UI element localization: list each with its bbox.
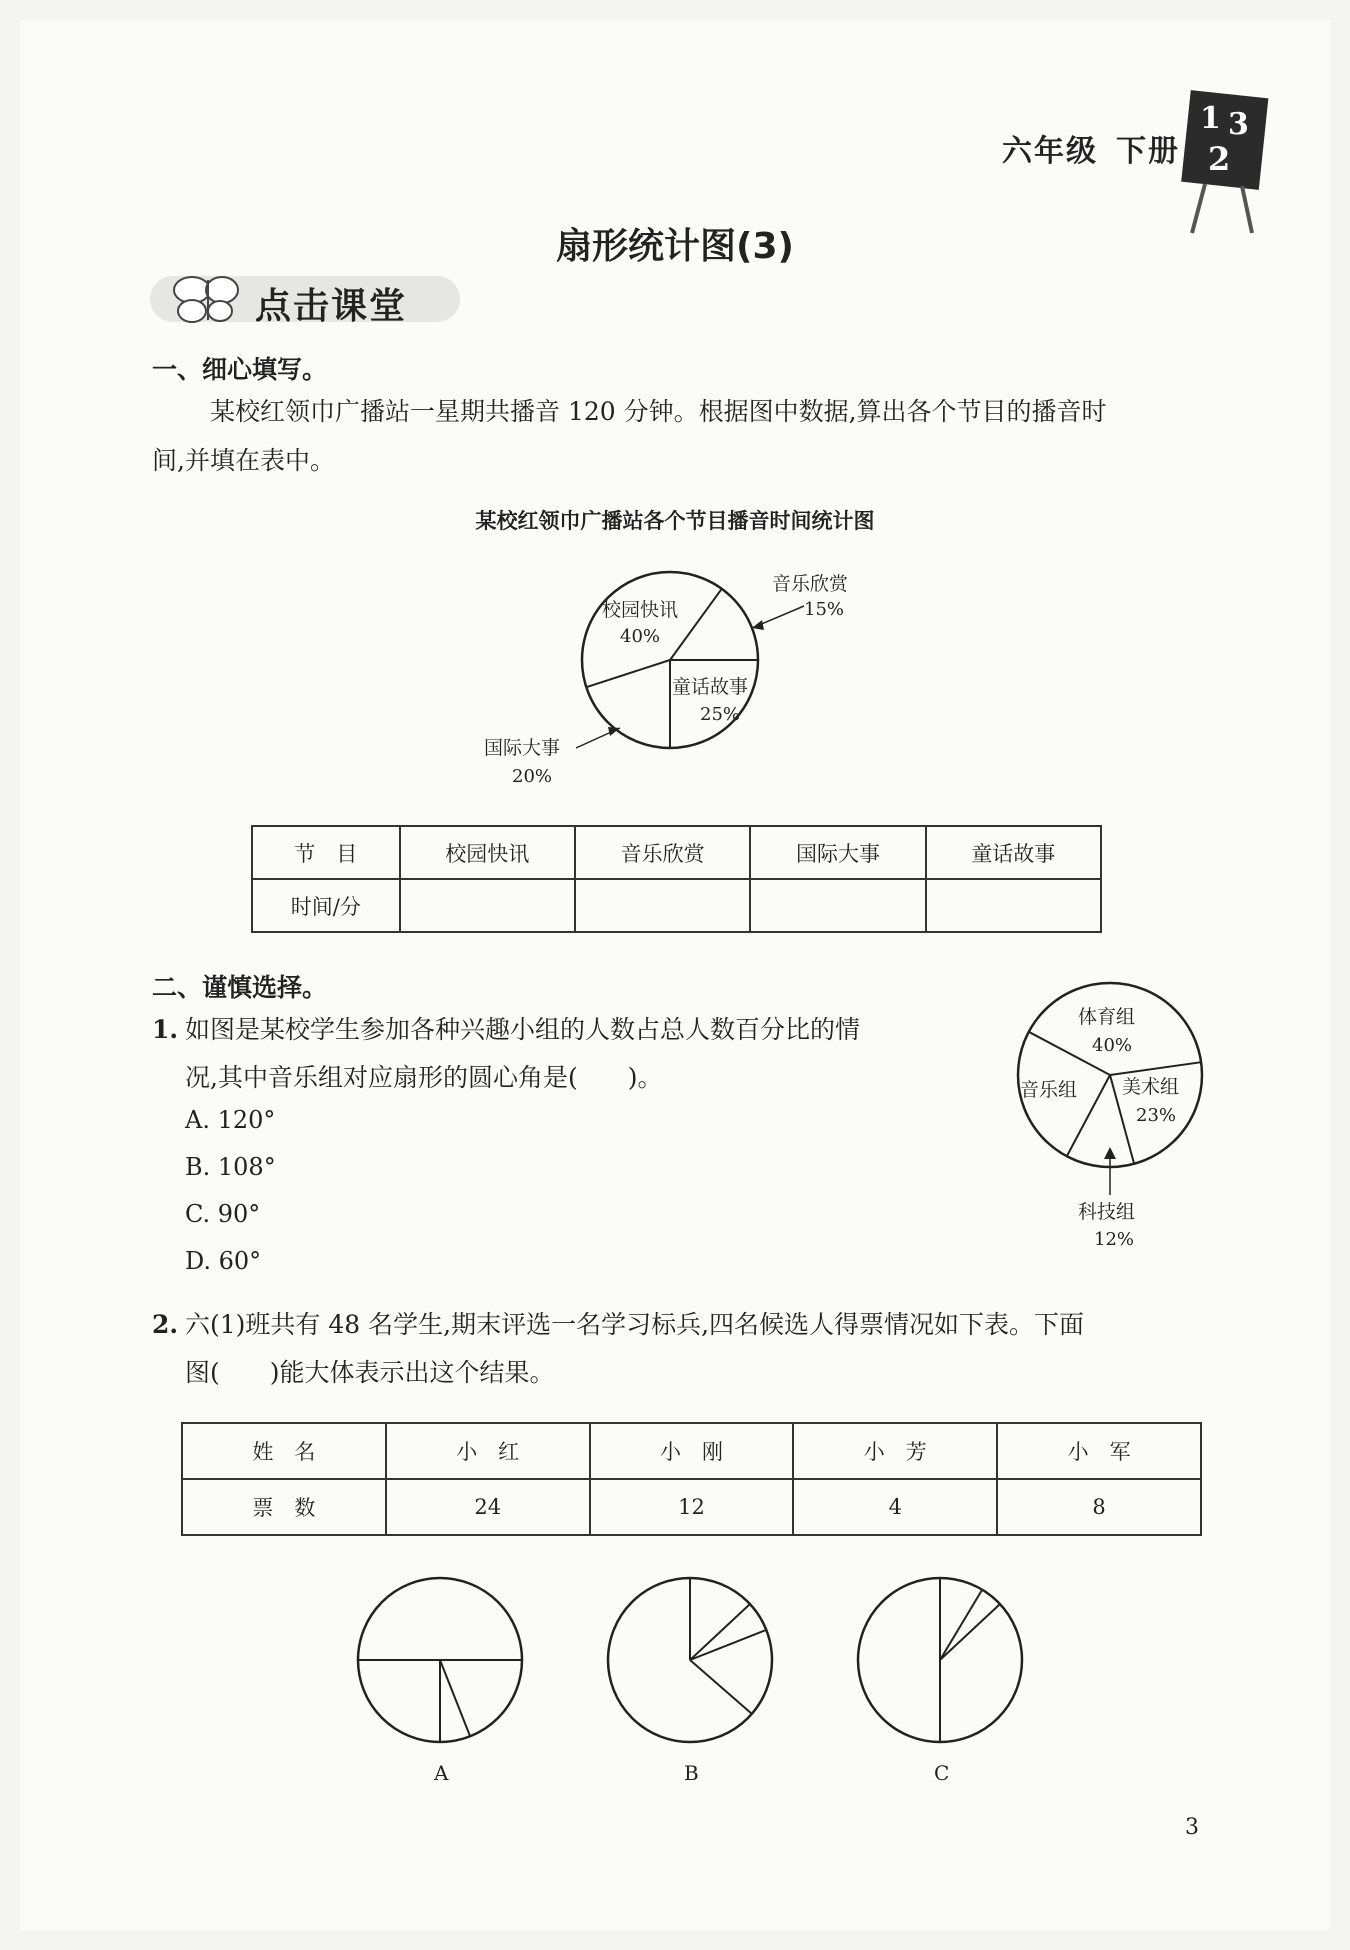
slice-value-stories: 25% — [700, 704, 741, 725]
music-arrow — [752, 620, 764, 630]
table-row — [182, 1479, 1201, 1535]
badge-digit-1: 1 — [1200, 101, 1221, 136]
badge-digit-2: 2 — [1208, 140, 1231, 178]
slice-label-sports: 体育组 — [1078, 1006, 1136, 1028]
volume-text: 下册 — [1116, 134, 1180, 169]
slice-value-art: 23% — [1136, 1105, 1177, 1126]
pie-slice-boundary — [1110, 1062, 1201, 1075]
part1-text-line1: 某校红领巾广播站一星期共播音 120 分钟。根据图中数据,算出各个节目的播音时 — [210, 397, 1107, 426]
answer-cell[interactable] — [575, 879, 750, 932]
slice-value-news: 40% — [620, 626, 661, 647]
answer-cell[interactable] — [750, 879, 925, 932]
table-row-label: 票 数 — [182, 1479, 386, 1535]
page-title: 扇形统计图(3) — [556, 226, 794, 267]
slice-label-music-group: 音乐组 — [1020, 1079, 1078, 1101]
answer-cell[interactable] — [400, 879, 575, 932]
pie-slice-boundary — [586, 660, 670, 687]
option-pie-c[interactable] — [850, 1575, 1030, 1785]
table-header-cell: 童话故事 — [926, 826, 1101, 879]
slice-label-news: 校园快讯 — [602, 599, 679, 621]
page-number: 3 — [1185, 1815, 1199, 1840]
blackboard-icon — [1180, 88, 1270, 238]
q1-text-line2: 况,其中音乐组对应扇形的圆心角是( )。 — [185, 1063, 663, 1092]
option-pie-a-label: A — [434, 1761, 449, 1785]
tech-arrow — [1104, 1147, 1116, 1159]
table-row — [252, 879, 1101, 932]
broadcast-pie-chart — [470, 560, 900, 810]
table-header-cell: 小 刚 — [590, 1423, 794, 1479]
table-header-cell: 音乐欣赏 — [575, 826, 750, 879]
part1-heading: 一、细心填写。 — [152, 355, 328, 384]
grade-label — [1002, 126, 1198, 170]
table-header-cell: 校园快讯 — [400, 826, 575, 879]
table-cell: 12 — [590, 1479, 794, 1535]
chart-title: 某校红领巾广播站各个节目播音时间统计图 — [475, 509, 875, 533]
slice-value-world: 20% — [512, 766, 553, 787]
table-row-label: 时间/分 — [252, 879, 400, 932]
q1-number: 1. — [152, 1015, 179, 1044]
slice-label-world: 国际大事 — [484, 737, 561, 759]
interest-group-pie-chart — [1000, 975, 1220, 1255]
q2-text-line2: 图( )能大体表示出这个结果。 — [185, 1358, 555, 1387]
table-cell: 24 — [386, 1479, 590, 1535]
option-pie-c-label: C — [934, 1761, 950, 1785]
table-header-cell: 小 红 — [386, 1423, 590, 1479]
slice-label-stories: 童话故事 — [672, 676, 749, 698]
option-pie-a[interactable] — [350, 1575, 530, 1785]
q2-text-line1: 六(1)班共有 48 名学生,期末评选一名学习标兵,四名候选人得票情况如下表。下面 — [185, 1310, 1085, 1339]
slice-value-music: 15% — [804, 599, 845, 620]
q1-option-d[interactable]: D. 60° — [185, 1247, 262, 1275]
table-header-cell: 小 芳 — [793, 1423, 997, 1479]
section-banner-label: 点击课堂 — [255, 286, 408, 327]
grade-text: 六年级 — [1002, 134, 1098, 169]
table-cell: 4 — [793, 1479, 997, 1535]
part1-table — [251, 825, 1102, 933]
slice-label-art: 美术组 — [1122, 1076, 1180, 1098]
badge-digit-3: 3 — [1228, 107, 1249, 142]
table-row — [252, 826, 1101, 879]
slice-label-music: 音乐欣赏 — [772, 573, 849, 595]
option-pie-b-label: B — [684, 1761, 699, 1785]
table-header-cell: 节 目 — [252, 826, 400, 879]
table-row — [182, 1423, 1201, 1479]
q1-option-b[interactable]: B. 108° — [185, 1153, 276, 1181]
q1-option-c[interactable]: C. 90° — [185, 1200, 261, 1228]
q1-text-line1: 如图是某校学生参加各种兴趣小组的人数占总人数百分比的情 — [185, 1015, 861, 1044]
slice-value-tech: 12% — [1094, 1229, 1135, 1250]
table-header-cell: 国际大事 — [750, 826, 925, 879]
table-cell: 8 — [997, 1479, 1201, 1535]
q2-number: 2. — [152, 1310, 179, 1339]
part1-text-line2: 间,并填在表中。 — [152, 446, 335, 475]
slice-value-sports: 40% — [1092, 1035, 1133, 1056]
part2-heading: 二、谨慎选择。 — [152, 973, 328, 1002]
q1-option-a[interactable]: A. 120° — [185, 1106, 276, 1134]
answer-cell[interactable] — [926, 879, 1101, 932]
option-pie-b[interactable] — [600, 1575, 780, 1785]
votes-table — [181, 1422, 1202, 1536]
slice-label-tech: 科技组 — [1078, 1201, 1136, 1223]
table-header-cell: 姓 名 — [182, 1423, 386, 1479]
table-header-cell: 小 军 — [997, 1423, 1201, 1479]
